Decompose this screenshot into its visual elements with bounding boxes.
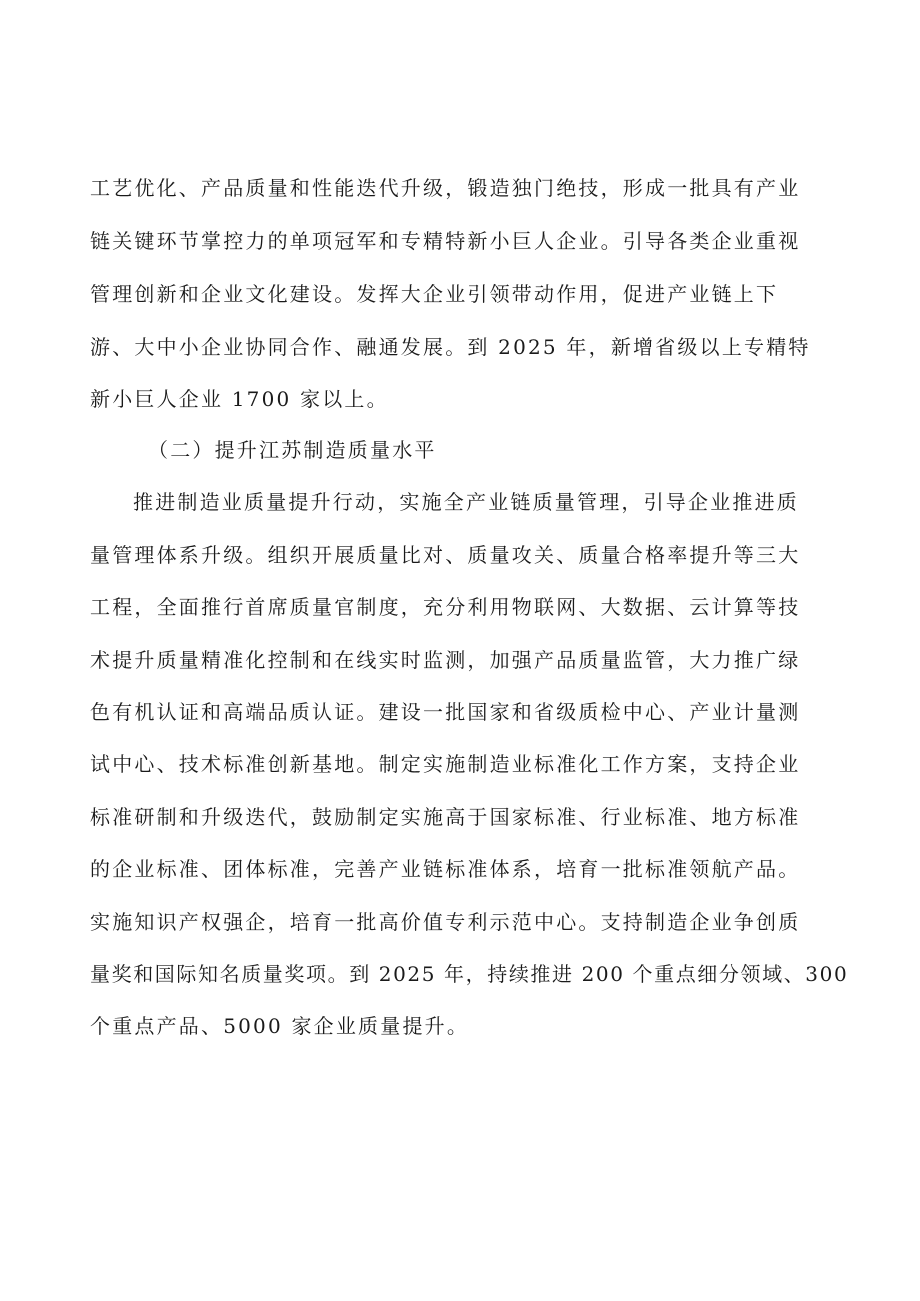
paragraph-2-line-8: 的企业标准、团体标准，完善产业链标准体系，培育一批标准领航产品。 xyxy=(90,857,801,881)
section-heading: （二）提升江苏制造质量水平 xyxy=(148,438,437,462)
paragraph-2-line-11: 个重点产品、5000 家企业质量提升。 xyxy=(90,1014,470,1038)
paragraph-2-line-10: 量奖和国际知名质量奖项。到 2025 年，持续推进 200 个重点细分领域、300 xyxy=(90,962,849,986)
paragraph-1-line-4: 游、大中小企业协同合作、融通发展。到 2025 年，新增省级以上专精特 xyxy=(90,335,811,359)
paragraph-2-line-5: 色有机认证和高端品质认证。建设一批国家和省级质检中心、产业计量测 xyxy=(90,700,801,724)
paragraph-1-line-1: 工艺优化、产品质量和性能迭代升级，锻造独门绝技，形成一批具有产业 xyxy=(90,176,801,200)
paragraph-2-line-1: 推进制造业质量提升行动，实施全产业链质量管理，引导企业推进质 xyxy=(133,490,799,514)
paragraph-2-line-3: 工程，全面推行首席质量官制度，充分利用物联网、大数据、云计算等技 xyxy=(90,595,801,619)
paragraph-2-line-4: 术提升质量精准化控制和在线实时监测，加强产品质量监管，大力推广绿 xyxy=(90,648,801,672)
paragraph-1-line-3: 管理创新和企业文化建设。发挥大企业引领带动作用，促进产业链上下 xyxy=(90,282,779,306)
paragraph-1-line-2: 链关键环节掌控力的单项冠军和专精特新小巨人企业。引导各类企业重视 xyxy=(90,229,801,253)
paragraph-2-line-2: 量管理体系升级。组织开展质量比对、质量攻关、质量合格率提升等三大 xyxy=(90,543,801,567)
paragraph-2-line-9: 实施知识产权强企，培育一批高价值专利示范中心。支持制造企业争创质 xyxy=(90,910,801,934)
paragraph-2-line-7: 标准研制和升级迭代，鼓励制定实施高于国家标准、行业标准、地方标准 xyxy=(90,805,801,829)
paragraph-1-line-5: 新小巨人企业 1700 家以上。 xyxy=(90,387,389,411)
paragraph-2-line-6: 试中心、技术标准创新基地。制定实施制造业标准化工作方案，支持企业 xyxy=(90,752,801,776)
